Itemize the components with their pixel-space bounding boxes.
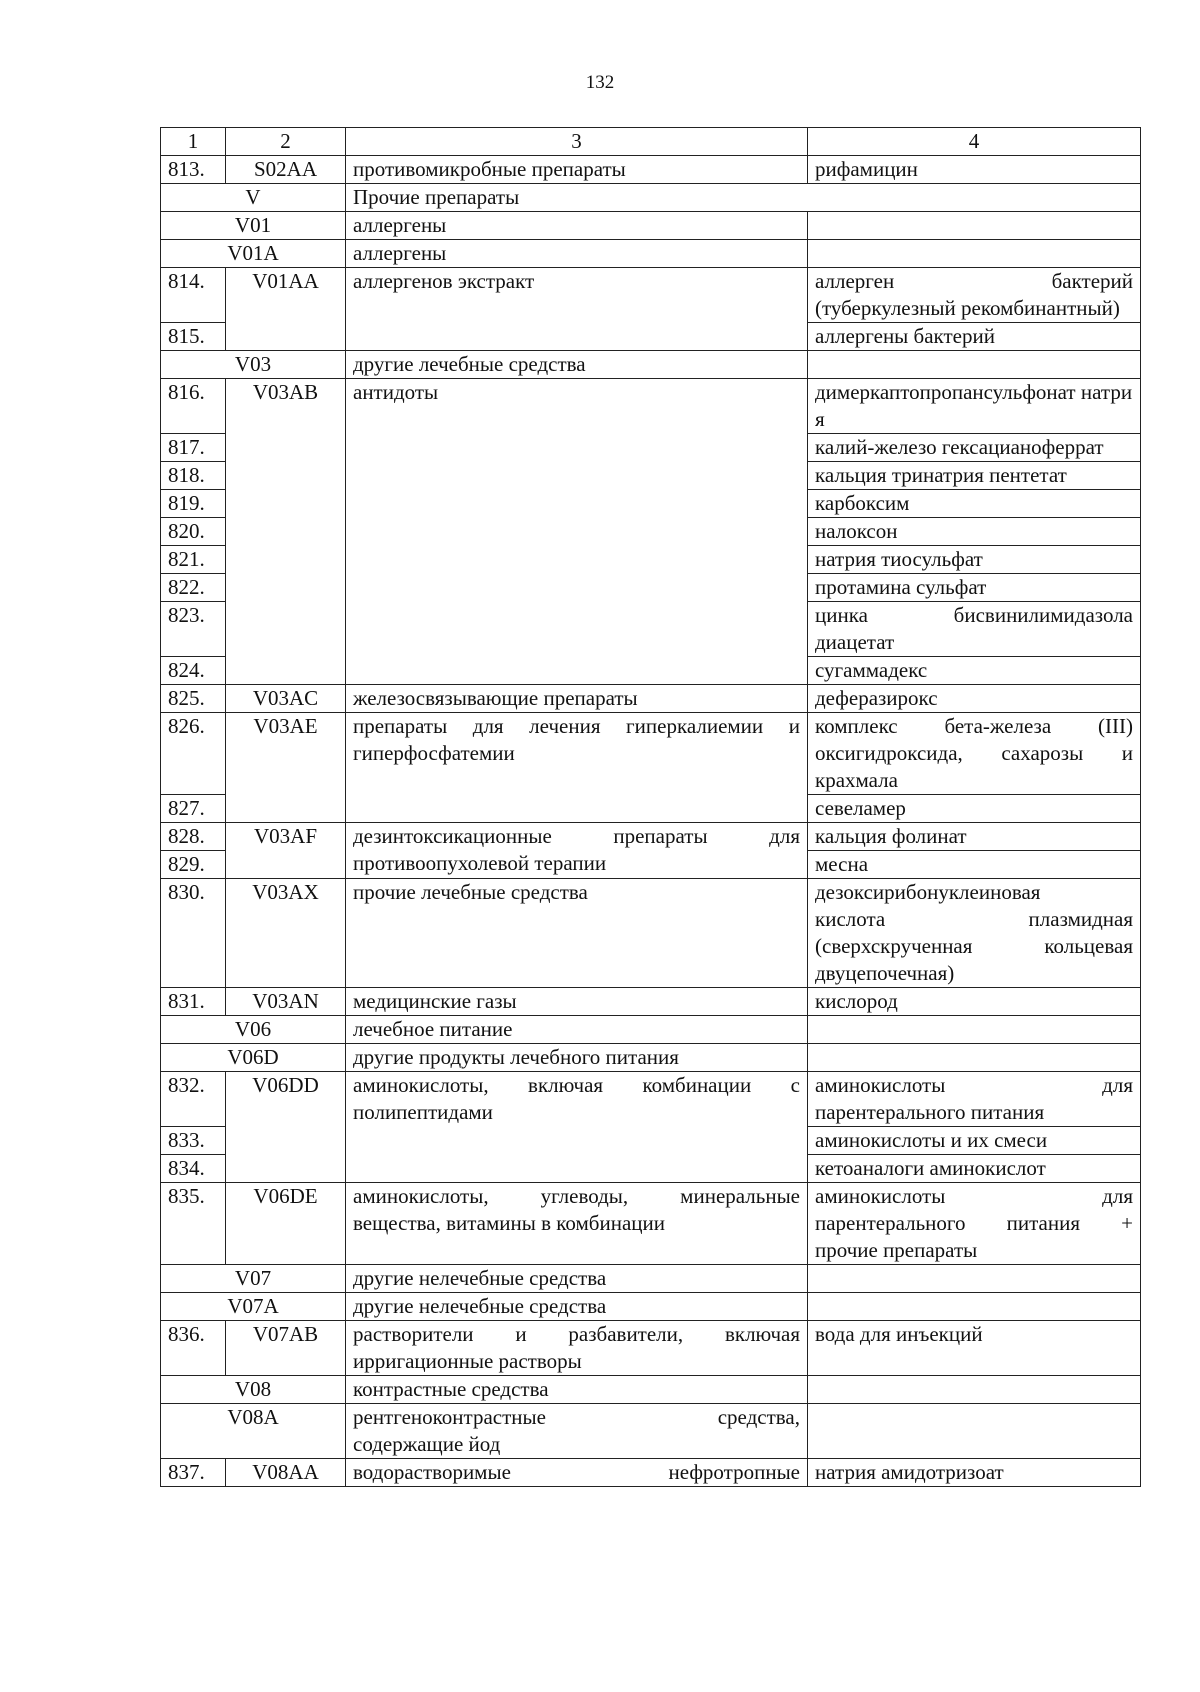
table-row [161, 1072, 1141, 1127]
group-name: аллергены [346, 240, 808, 268]
group-name-line: рентгеноконтрастные средства, [353, 1405, 800, 1429]
drug-name-line: дезоксирибонуклеиновая [815, 880, 1041, 904]
drug-name-line: оксигидроксида, сахарозы и [815, 741, 1133, 765]
atc-code: V03AF [226, 823, 346, 879]
atc-code: V03AC [226, 685, 346, 713]
drug-name-line: прочие препараты [815, 1238, 978, 1262]
row-number: 829. [161, 851, 226, 879]
group-name: антидоты [346, 379, 808, 685]
group-name: железосвязывающие препараты [346, 685, 808, 713]
drug-name-line: парентерального питания [815, 1100, 1045, 1124]
group-name: контрастные средства [346, 1376, 808, 1404]
group-name-line: дезинтоксикационные препараты для [353, 824, 800, 848]
group-name [346, 713, 808, 823]
drug-name [808, 1265, 1141, 1293]
drug-name [808, 602, 1141, 657]
atc-code: S02AA [226, 156, 346, 184]
row-number: 821. [161, 546, 226, 574]
drug-name: протамина сульфат [808, 574, 1141, 602]
drug-name-line: аллерген бактерий [815, 269, 1133, 293]
group-name: другие нелечебные средства [346, 1293, 808, 1321]
group-name-line: содержащие йод [353, 1432, 501, 1456]
atc-code: V06DD [226, 1072, 346, 1183]
group-name-line: препараты для лечения гиперкалиемии и [353, 714, 800, 738]
drug-name: аминокислоты и их смеси [808, 1127, 1141, 1155]
row-number: 836. [161, 1321, 226, 1376]
row-number: 823. [161, 602, 226, 657]
atc-code: V03 [161, 351, 346, 379]
drug-name-line: (туберкулезный рекомбинантный) [815, 296, 1120, 320]
drug-name-line: (сверхскрученная кольцевая [815, 934, 1133, 958]
drug-name [808, 268, 1141, 323]
table-row [161, 988, 1141, 1016]
atc-code: V07AB [226, 1321, 346, 1376]
row-number: 837. [161, 1459, 226, 1487]
atc-code: V08AA [226, 1459, 346, 1487]
row-number: 833. [161, 1127, 226, 1155]
table-row [161, 1459, 1141, 1487]
group-name-line: противоопухолевой терапии [353, 851, 607, 875]
drug-name-line: цинка бисвинилимидазола [815, 603, 1133, 627]
group-name: медицинские газы [346, 988, 808, 1016]
drug-name-line: аминокислоты для [815, 1073, 1133, 1097]
drug-name [808, 1044, 1141, 1072]
drug-name [808, 1404, 1141, 1459]
row-number: 828. [161, 823, 226, 851]
row-number: 817. [161, 434, 226, 462]
group-row [161, 184, 1141, 212]
drug-name [808, 212, 1141, 240]
drug-name [808, 713, 1141, 795]
group-row [161, 240, 1141, 268]
row-number: 834. [161, 1155, 226, 1183]
row-number: 827. [161, 795, 226, 823]
drug-name: рифамицин [808, 156, 1141, 184]
group-name-line: вещества, витамины в комбинации [353, 1211, 666, 1235]
drug-name [808, 1016, 1141, 1044]
group-row [161, 1404, 1141, 1459]
table-row [161, 713, 1141, 795]
drug-name: натрия тиосульфат [808, 546, 1141, 574]
group-name: Прочие препараты [346, 184, 1141, 212]
drug-name-line: двуцепочечная) [815, 961, 955, 985]
group-name: другие лечебные средства [346, 351, 808, 379]
group-row [161, 1293, 1141, 1321]
row-number: 819. [161, 490, 226, 518]
drug-name-line: диацетат [815, 630, 895, 654]
atc-code: V03AB [226, 379, 346, 685]
drug-name [808, 1293, 1141, 1321]
row-number: 815. [161, 323, 226, 351]
group-name: прочие лечебные средства [346, 879, 808, 988]
atc-code: V03AN [226, 988, 346, 1016]
row-number: 816. [161, 379, 226, 434]
table-row [161, 879, 1141, 988]
drug-name [808, 1183, 1141, 1265]
group-name [346, 1404, 808, 1459]
group-name [346, 1459, 808, 1487]
group-name-line: растворители и разбавители, включая [353, 1322, 800, 1346]
atc-code: V07A [161, 1293, 346, 1321]
header-col-3: 3 [346, 128, 808, 156]
atc-code: V06 [161, 1016, 346, 1044]
row-number: 832. [161, 1072, 226, 1127]
drug-name: аллергены бактерий [808, 323, 1141, 351]
group-row [161, 1044, 1141, 1072]
row-number: 813. [161, 156, 226, 184]
atc-code: V08 [161, 1376, 346, 1404]
drug-name-line: кислота плазмидная [815, 907, 1133, 931]
group-name: аллергены [346, 212, 808, 240]
group-name: другие продукты лечебного питания [346, 1044, 808, 1072]
group-row [161, 1265, 1141, 1293]
row-number: 831. [161, 988, 226, 1016]
table-row [161, 1321, 1141, 1376]
atc-code: V01A [161, 240, 346, 268]
drug-name [808, 351, 1141, 379]
row-number: 822. [161, 574, 226, 602]
atc-code: V06D [161, 1044, 346, 1072]
row-number: 830. [161, 879, 226, 988]
drug-name: калий-железо гексацианоферрат [808, 434, 1141, 462]
drug-name [808, 240, 1141, 268]
drug-name: сугаммадекс [808, 657, 1141, 685]
group-name-line: гиперфосфатемии [353, 741, 515, 765]
group-name: аллергенов экстракт [346, 268, 808, 351]
drug-name: севеламер [808, 795, 1141, 823]
row-number: 825. [161, 685, 226, 713]
drug-name: кальция фолинат [808, 823, 1141, 851]
drug-name-line: аминокислоты для [815, 1184, 1133, 1208]
row-number: 835. [161, 1183, 226, 1265]
header-col-1: 1 [161, 128, 226, 156]
group-name: лечебное питание [346, 1016, 808, 1044]
group-name-line: ирригационные растворы [353, 1349, 582, 1373]
table-row [161, 379, 1141, 434]
drug-name: кислород [808, 988, 1141, 1016]
table-row [161, 823, 1141, 851]
drug-name: натрия амидотризоат [808, 1459, 1141, 1487]
row-number: 814. [161, 268, 226, 323]
atc-code: V [161, 184, 346, 212]
drug-name [808, 1376, 1141, 1404]
group-row [161, 351, 1141, 379]
table-row [161, 156, 1141, 184]
drug-name [808, 1072, 1141, 1127]
drug-name: месна [808, 851, 1141, 879]
group-name-line: аминокислоты, углеводы, минеральные [353, 1184, 800, 1208]
group-name [346, 1321, 808, 1376]
group-name-line: водорастворимые нефротропные [353, 1460, 800, 1484]
table-row [161, 1183, 1141, 1265]
group-row [161, 212, 1141, 240]
group-row [161, 1376, 1141, 1404]
drug-name: деферазирокс [808, 685, 1141, 713]
drug-name: димеркаптопропансульфонат натрия [808, 379, 1141, 434]
group-name: противомикробные препараты [346, 156, 808, 184]
group-row [161, 1016, 1141, 1044]
atc-code: V08A [161, 1404, 346, 1459]
group-name-line: полипептидами [353, 1100, 493, 1124]
drug-name: кетоаналоги аминокислот [808, 1155, 1141, 1183]
drug-name: карбоксим [808, 490, 1141, 518]
atc-code: V06DE [226, 1183, 346, 1265]
row-number: 818. [161, 462, 226, 490]
drug-name: налоксон [808, 518, 1141, 546]
table-header-row [161, 128, 1141, 156]
header-col-4: 4 [808, 128, 1141, 156]
group-name-line: аминокислоты, включая комбинации с [353, 1073, 800, 1097]
row-number: 820. [161, 518, 226, 546]
atc-code: V03AE [226, 713, 346, 823]
drug-name [808, 879, 1141, 988]
atc-code: V03AX [226, 879, 346, 988]
group-name [346, 1072, 808, 1183]
drug-name-line: крахмала [815, 768, 898, 792]
drug-table [160, 127, 1141, 1487]
group-name [346, 823, 808, 879]
header-col-2: 2 [226, 128, 346, 156]
drug-name-line: комплекс бета-железа (III) [815, 714, 1133, 738]
atc-code: V07 [161, 1265, 346, 1293]
drug-name-line: парентерального питания + [815, 1211, 1133, 1235]
row-number: 826. [161, 713, 226, 795]
table-row [161, 268, 1141, 323]
group-name: другие нелечебные средства [346, 1265, 808, 1293]
row-number: 824. [161, 657, 226, 685]
group-name [346, 1183, 808, 1265]
drug-name: кальция тринатрия пентетат [808, 462, 1141, 490]
page-number: 132 [585, 72, 615, 93]
table-row [161, 685, 1141, 713]
atc-code: V01AA [226, 268, 346, 351]
drug-name: вода для инъекций [808, 1321, 1141, 1376]
atc-code: V01 [161, 212, 346, 240]
